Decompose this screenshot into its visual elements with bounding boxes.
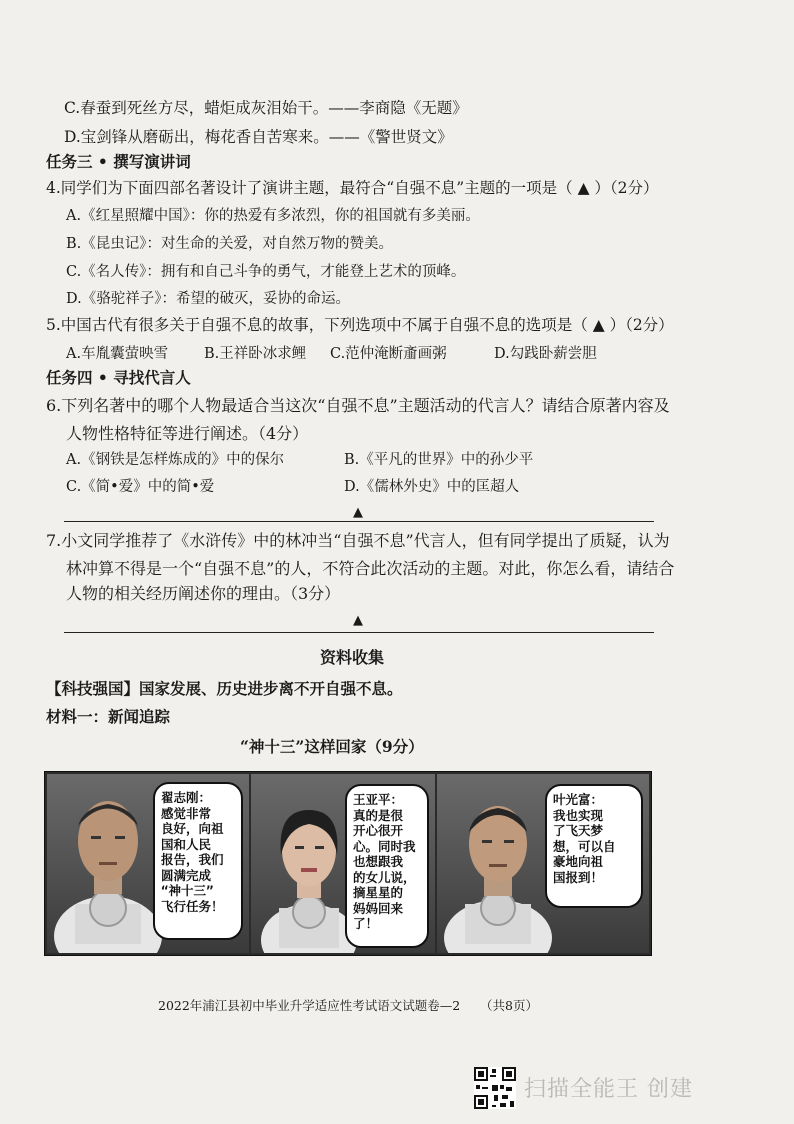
q7-stem-line1: 7.小文同学推荐了《水浒传》中的林冲当“自强不息”代言人，但有同学提出了质疑，认为 — [46, 531, 670, 550]
q5-option-b: B.王祥卧冰求鲤 — [204, 346, 307, 362]
option-d-previous: D.宝剑锋从磨砺出，梅花香自苦寒来。——《警世贤文》 — [64, 128, 453, 146]
q6-option-a: A.《钢铁是怎样炼成的》中的保尔 — [66, 452, 285, 468]
comic-panel-1 — [47, 774, 249, 953]
speech-bubble-3 — [545, 784, 643, 908]
speech-bubble-1 — [153, 782, 243, 940]
task4-title: 任务四 • 寻找代言人 — [46, 368, 191, 387]
speaker-name-1: 翟志刚： — [161, 790, 212, 805]
q7-stem-line2: 林冲算不得是一个“自强不息”的人，不符合此次活动的主题。对此，你怎么看，请结合 — [66, 559, 675, 578]
task3-title: 任务三 • 撰写演讲词 — [46, 152, 191, 171]
q6-option-c: C.《简•爱》中的简•爱 — [66, 479, 215, 495]
qr-code-icon — [474, 1067, 516, 1109]
comic-panel-2 — [251, 774, 435, 953]
footer-title: 2022年浦江县初中毕业升学适应性考试语文试题卷—2 — [158, 998, 461, 1013]
q6-answer-marker: ▲ — [353, 505, 363, 520]
comic-strip — [44, 771, 652, 956]
q6-option-b: B.《平凡的世界》中的孙少平 — [344, 452, 534, 468]
footer-page-count: （共8页） — [480, 998, 538, 1013]
q5-option-c: C.范仲淹断齑画粥 — [330, 346, 447, 362]
q4-option-c: C.《名人传》：拥有和自己斗争的勇气，才能登上艺术的顶峰。 — [66, 264, 466, 280]
q4-stem: 4.同学们为下面四部名著设计了演讲主题，最符合“自强不息”主题的一项是（ ▲ ）（2分） — [46, 179, 659, 197]
q4-option-a: A.《红星照耀中国》：你的热爱有多浓烈，你的祖国就有多美丽。 — [66, 208, 480, 224]
option-c-previous: C.春蚕到死丝方尽，蜡炬成灰泪始干。——李商隐《无题》 — [64, 99, 468, 117]
astronaut-portrait-3 — [443, 792, 553, 953]
q5-stem: 5.中国古代有很多关于自强不息的故事，下列选项中不属于自强不息的选项是（ ▲ ）（2分） — [46, 316, 674, 334]
materials-intro: 【科技强国】国家发展、历史进步离不开自强不息。 — [46, 679, 403, 698]
material1-label: 材料一：新闻追踪 — [46, 707, 171, 726]
q7-stem-line3: 人物的相关经历阐述你的理由。（3分） — [66, 584, 341, 603]
q5-option-d: D.勾践卧薪尝胆 — [494, 346, 597, 362]
speech-bubble-2 — [345, 784, 429, 948]
q6-stem-line1: 6.下列名著中的哪个人物最适合当这次“自强不息”主题活动的代言人？请结合原著内容及 — [46, 396, 670, 415]
q5-option-a: A.车胤囊萤映雪 — [66, 346, 169, 362]
news-headline: “神十三”这样回家（9分） — [240, 737, 424, 756]
q6-option-d: D.《儒林外史》中的匡超人 — [344, 479, 520, 495]
comic-panel-3 — [437, 774, 649, 953]
speaker-name-3: 叶光富： — [553, 792, 604, 807]
astronaut-portrait-2 — [261, 800, 357, 953]
q7-answer-marker: ▲ — [353, 613, 363, 628]
materials-title: 资料收集 — [320, 648, 385, 667]
scanner-watermark: 扫描全能王 创建 — [524, 1077, 693, 1102]
speaker-name-2: 王亚平： — [353, 792, 404, 807]
q6-answer-line — [64, 521, 654, 522]
speech-text-1: 感觉非常 良好，向祖 国和人民 报告，我们 圆满完成 “神十三” 飞行任务！ — [161, 805, 224, 914]
speech-text-3: 我也实现 了飞天梦 想，可以自 豪地向祖 国报到！ — [553, 807, 616, 885]
speech-text-2: 真的是很 开心很开 心。同时我 也想跟我 的女儿说， 摘星星的 妈妈回来 了！ — [353, 807, 416, 931]
q6-stem-line2: 人物性格特征等进行阐述。（4分） — [66, 424, 309, 443]
q7-answer-line — [64, 632, 654, 633]
q4-option-d: D.《骆驼祥子》：希望的破灭，妥协的命运。 — [66, 291, 350, 307]
q4-option-b: B.《昆虫记》：对生命的关爱，对自然万物的赞美。 — [66, 236, 394, 252]
astronaut-portrait-1 — [53, 786, 163, 953]
